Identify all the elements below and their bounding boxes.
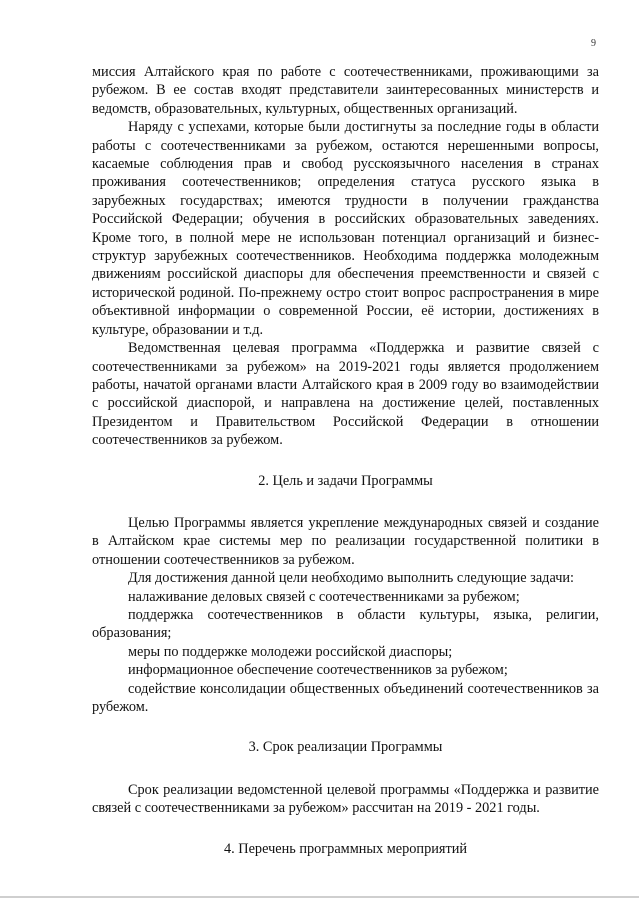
section-heading-term: 3. Срок реализации Программы [248,739,443,756]
paragraph-program-intro: Ведомственная целевая программа «Поддержка и развитие связей с соотечественниками за рубежом» на 2019-2021 годы является продолжением работы, начатой органами власти Алтайского края в 2009 году во взаимодействии с российской диаспорой, и направлена на достижение целей, поставленных Президентом и Правительством Российской Федерации в отношении соотечественников за рубежом. [92,340,599,449]
page-number: 9 [591,38,596,49]
task-item-consolidation: содействие консолидации общественных объединений соотечественников за рубежом. [92,680,599,715]
paragraph-term: Срок реализации ведомстенной целевой программы «Поддержка и развитие связей с соотечественниками за рубежом» рассчитан на 2019 - 2021 годы. [92,781,599,817]
section-heading-activities: 4. Перечень программных мероприятий [223,840,468,857]
task-item-information: информационное обеспечение соотечественников за рубежом; [128,662,508,679]
section-heading-goals: 2. Цель и задачи Программы [258,472,433,489]
task-item-culture: поддержка соотечественников в области культуры, языка, религии, образования; [92,606,599,642]
paragraph-tasks-intro: Для достижения данной цели необходимо выполнить следующие задачи: [128,570,575,587]
paragraph-goal: Целью Программы является укрепление международных связей и создание в Алтайском крае системы мер по реализации государственной политики в отношении соотечественников за рубежом. [92,514,599,568]
task-item-business: налаживание деловых связей с соотечественниками за рубежом; [128,588,520,605]
task-item-youth: меры по поддержке молодежи российской диаспоры; [128,643,453,660]
document-body [92,63,599,858]
page-bottom-edge [0,896,639,898]
paragraph-commission: миссия Алтайского края по работе с соотечественниками, проживающими за рубежом. В ее состав входят представители заинтересованных министерств и ведомств, образовательных, культурных, общественных организаций. [92,64,599,117]
paragraph-problems: Наряду с успехами, которые были достигнуты за последние годы в области работы с соотечественниками за рубежом, остаются нерешенными вопросы, касаемые соблюдения прав и свобод русскоязычного населения в странах проживания соотечественников; определения статуса русского языка в зарубежных государствах; имеются трудности в получении гражданства Российской Федерации; обучения в российских образовательных заведениях. Кроме того, в полной мере не использован потенциал организаций и бизнес-структур зарубежных соотечественников. Необходима поддержка молодежным движениям российской диаспоры для обеспечения преемственности и связей с исторической родиной. По-прежнему остро стоит вопрос распространения в мире объективной информации о современной России, её истории, достижениях в культуре, образовании и т.д. [92,119,599,338]
